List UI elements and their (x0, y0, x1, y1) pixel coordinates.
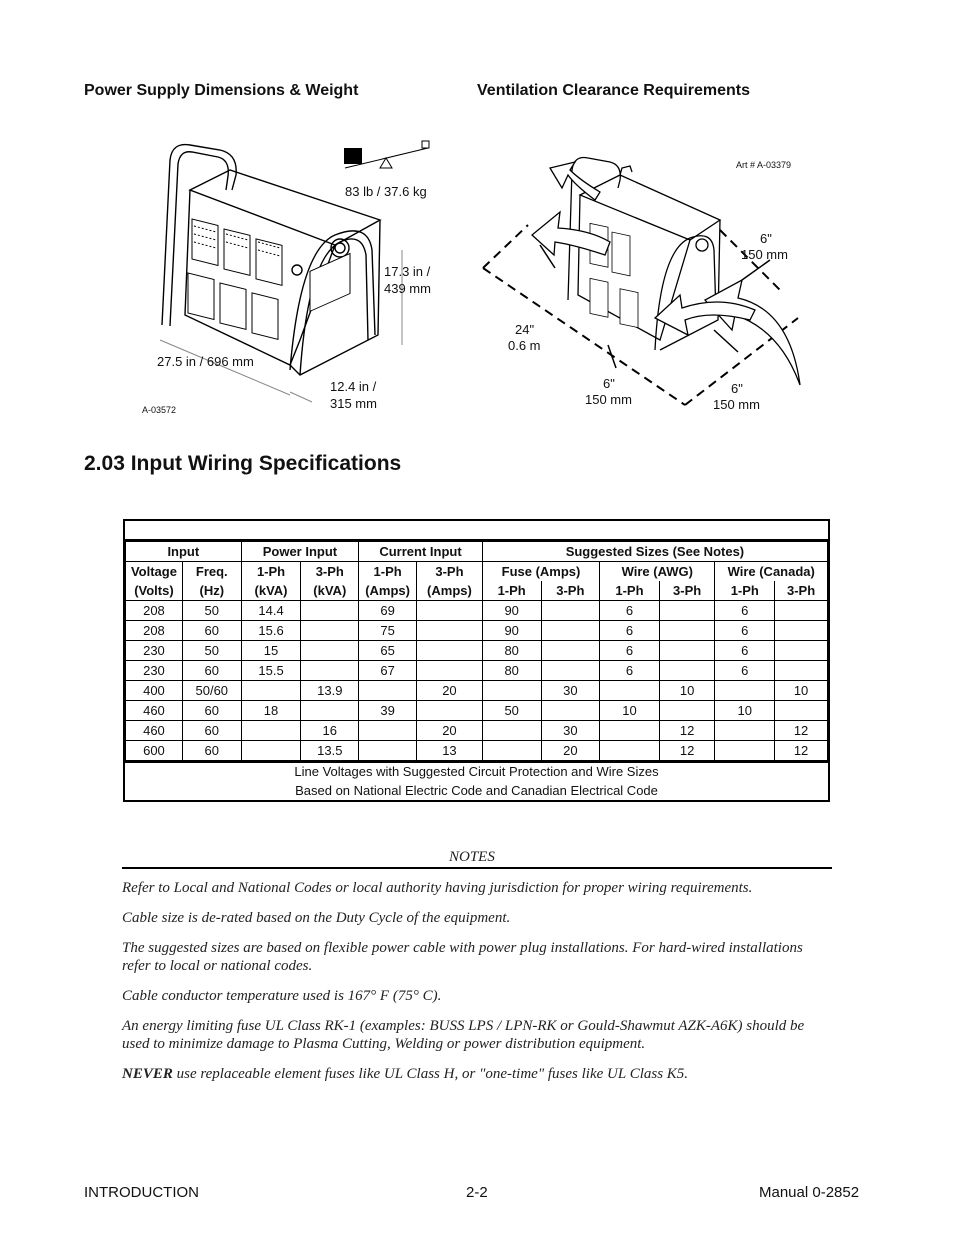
table-cell (301, 621, 359, 641)
note-item: An energy limiting fuse UL Class RK-1 (examples: BUSS LPS / LPN-RK or Gould-Shawmut AZK-A6K) should be used to minimize damage to Plasma Cutting, Welding or power distribution equipment. (122, 1018, 805, 1052)
table-cell: 400 (126, 681, 183, 701)
header-voltage: Voltage (126, 562, 183, 582)
table-cell (417, 641, 483, 661)
table-row (126, 621, 828, 641)
header-fuse: Fuse (Amps) (482, 562, 599, 582)
clearance-left-2: 150 mm (585, 392, 632, 407)
table-cell: 80 (482, 641, 541, 661)
table-cell: 600 (126, 741, 183, 761)
header-suggested-sizes: Suggested Sizes (See Notes) (482, 542, 827, 562)
table-cell (417, 601, 483, 621)
table-caption-line-1: Line Voltages with Suggested Circuit Protection and Wire Sizes (294, 764, 659, 779)
table-cell (715, 721, 775, 741)
table-row (126, 681, 828, 701)
note-item: Refer to Local and National Codes or local authority having jurisdiction for proper wiring requirements. (122, 880, 753, 896)
width-label-2: 315 mm (330, 396, 377, 411)
header-current-input: Current Input (359, 542, 483, 562)
table-cell (301, 661, 359, 681)
clearance-right-2: 150 mm (713, 397, 760, 412)
table-cell: 6 (715, 601, 775, 621)
power-supply-dimensions-figure (140, 130, 460, 430)
table-cell: 208 (126, 601, 183, 621)
table-cell: 20 (417, 721, 483, 741)
table-cell (659, 661, 715, 681)
table-cell: 6 (600, 641, 660, 661)
table-cell (541, 601, 600, 621)
table-top-bar (125, 521, 828, 541)
ventilation-heading: Ventilation Clearance Requirements (477, 82, 750, 99)
table-cell: 60 (182, 721, 241, 741)
table-cell: 60 (182, 661, 241, 681)
note-item: Cable size is de-rated based on the Duty Cycle of the equipment. (122, 910, 511, 926)
ventilation-clearance-figure (480, 150, 820, 410)
table-cell (359, 681, 417, 701)
header-hz-unit: (Hz) (182, 581, 241, 601)
table-cell: 67 (359, 661, 417, 681)
width-label-1: 12.4 in / (330, 379, 377, 394)
table-cell: 10 (715, 701, 775, 721)
header-power-1ph: 1-Ph (241, 562, 301, 582)
note-never-bold: NEVER (122, 1066, 173, 1082)
table-cell: 460 (126, 701, 183, 721)
table-cell: 30 (541, 681, 600, 701)
note-item-never (122, 1065, 834, 1083)
header-fuse-1ph: 1-Ph (482, 581, 541, 601)
notes-title: NOTES (449, 849, 495, 865)
dimensions-heading: Power Supply Dimensions & Weight (84, 82, 359, 99)
table-cell (301, 601, 359, 621)
header-amps-1ph: (Amps) (359, 581, 417, 601)
table-cell (241, 741, 301, 761)
table-cell: 80 (482, 661, 541, 681)
table-cell (417, 701, 483, 721)
table-cell: 16 (301, 721, 359, 741)
table-cell (359, 741, 417, 761)
table-cell: 10 (775, 681, 828, 701)
table-cell: 15.6 (241, 621, 301, 641)
header-current-3ph: 3-Ph (417, 562, 483, 582)
table-cell: 15 (241, 641, 301, 661)
table-caption (125, 761, 828, 800)
table-cell: 50/60 (182, 681, 241, 701)
clearance-back-2: 0.6 m (508, 338, 541, 353)
table-cell (600, 721, 660, 741)
table-cell: 10 (659, 681, 715, 701)
header-volts-unit: (Volts) (126, 581, 183, 601)
clearance-right-1: 6" (731, 381, 743, 396)
table-cell: 15.5 (241, 661, 301, 681)
header-kva-1ph: (kVA) (241, 581, 301, 601)
table-cell: 6 (600, 601, 660, 621)
table-cell: 20 (417, 681, 483, 701)
table-cell (482, 681, 541, 701)
table-cell: 6 (715, 641, 775, 661)
header-fuse-3ph: 3-Ph (541, 581, 600, 601)
footer-section: INTRODUCTION (84, 1184, 199, 1201)
table-cell: 50 (182, 601, 241, 621)
table-body (126, 601, 828, 761)
footer-page-number: 2-2 (466, 1184, 488, 1201)
height-label-1: 17.3 in / (384, 264, 431, 279)
table-cell (482, 721, 541, 741)
table-cell: 208 (126, 621, 183, 641)
table-cell: 6 (715, 621, 775, 641)
header-awg-1ph: 1-Ph (600, 581, 660, 601)
table-cell (359, 721, 417, 741)
table-cell (541, 641, 600, 661)
table-cell (775, 701, 828, 721)
table-cell (541, 621, 600, 641)
table-cell: 6 (600, 621, 660, 641)
note-never-text: use replaceable element fuses like UL Class H, or "one-time" fuses like UL Class K5. (172, 1066, 689, 1082)
table-cell: 460 (126, 721, 183, 741)
table-cell: 13.5 (301, 741, 359, 761)
header-power-3ph: 3-Ph (301, 562, 359, 582)
input-wiring-table (123, 519, 830, 802)
table-cell (241, 721, 301, 741)
table-cell (659, 601, 715, 621)
table-cell (775, 661, 828, 681)
table-cell (600, 741, 660, 761)
table-cell: 13.9 (301, 681, 359, 701)
table-cell (659, 701, 715, 721)
header-power-input: Power Input (241, 542, 359, 562)
table-cell: 18 (241, 701, 301, 721)
header-amps-3ph: (Amps) (417, 581, 483, 601)
footer-manual-number: Manual 0-2852 (759, 1184, 860, 1201)
table-cell: 39 (359, 701, 417, 721)
table-row (126, 661, 828, 681)
table-cell: 50 (482, 701, 541, 721)
table-cell: 10 (600, 701, 660, 721)
weight-label: 83 lb / 37.6 kg (345, 184, 427, 199)
table-cell (715, 741, 775, 761)
table-cell (417, 661, 483, 681)
table-cell (715, 681, 775, 701)
table-cell: 60 (182, 701, 241, 721)
table-cell (659, 641, 715, 661)
length-label: 27.5 in / 696 mm (157, 354, 254, 369)
clearance-top-2: 150 mm (741, 247, 788, 262)
header-wire-awg: Wire (AWG) (600, 562, 715, 582)
table-cell (541, 661, 600, 681)
note-item: The suggested sizes are based on flexible power cable with power plug installations. For hard-wired installations refer to local or national codes. (122, 940, 803, 974)
table-header-row-2 (126, 562, 828, 582)
header-current-1ph: 1-Ph (359, 562, 417, 582)
table-cell: 230 (126, 661, 183, 681)
table-cell: 20 (541, 741, 600, 761)
table-cell (659, 621, 715, 641)
header-canada-3ph: 3-Ph (775, 581, 828, 601)
table-cell (301, 701, 359, 721)
table-cell: 13 (417, 741, 483, 761)
table-cell (417, 621, 483, 641)
table-cell: 50 (182, 641, 241, 661)
table-cell: 30 (541, 721, 600, 741)
table-cell: 230 (126, 641, 183, 661)
table-cell (241, 681, 301, 701)
clearance-top-1: 6" (760, 231, 772, 246)
table-row (126, 641, 828, 661)
table-cell (541, 701, 600, 721)
table-cell (775, 641, 828, 661)
notes-divider (122, 867, 832, 869)
art-number-right: Art # A-03379 (736, 160, 792, 170)
table-cell: 60 (182, 741, 241, 761)
table-cell: 69 (359, 601, 417, 621)
table-cell: 90 (482, 601, 541, 621)
table-cell: 12 (775, 721, 828, 741)
table-cell: 65 (359, 641, 417, 661)
table-header-row-1 (126, 542, 828, 562)
table-cell (775, 601, 828, 621)
table-cell (775, 621, 828, 641)
table-cell: 6 (600, 661, 660, 681)
height-label-2: 439 mm (384, 281, 431, 296)
table-row (126, 701, 828, 721)
table-cell: 90 (482, 621, 541, 641)
table-cell: 75 (359, 621, 417, 641)
header-input: Input (126, 542, 242, 562)
table-row (126, 741, 828, 761)
clearance-back-1: 24" (515, 322, 535, 337)
header-canada-1ph: 1-Ph (715, 581, 775, 601)
table-cell: 6 (715, 661, 775, 681)
table-cell: 12 (659, 721, 715, 741)
table-row (126, 601, 828, 621)
header-freq: Freq. (182, 562, 241, 582)
clearance-left-1: 6" (603, 376, 615, 391)
table-cell: 14.4 (241, 601, 301, 621)
table-cell: 60 (182, 621, 241, 641)
table-row (126, 721, 828, 741)
header-kva-3ph: (kVA) (301, 581, 359, 601)
table-cell (301, 641, 359, 661)
section-title: 2.03 Input Wiring Specifications (84, 452, 402, 475)
header-awg-3ph: 3-Ph (659, 581, 715, 601)
table-cell: 12 (775, 741, 828, 761)
table-cell (482, 741, 541, 761)
table-caption-line-2: Based on National Electric Code and Canadian Electrical Code (295, 782, 658, 798)
table-header-row-3 (126, 581, 828, 601)
table-cell (600, 681, 660, 701)
header-wire-canada: Wire (Canada) (715, 562, 828, 582)
table-cell: 12 (659, 741, 715, 761)
note-item: Cable conductor temperature used is 167° F (75° C). (122, 988, 442, 1004)
art-number-left: A-03572 (142, 405, 177, 415)
